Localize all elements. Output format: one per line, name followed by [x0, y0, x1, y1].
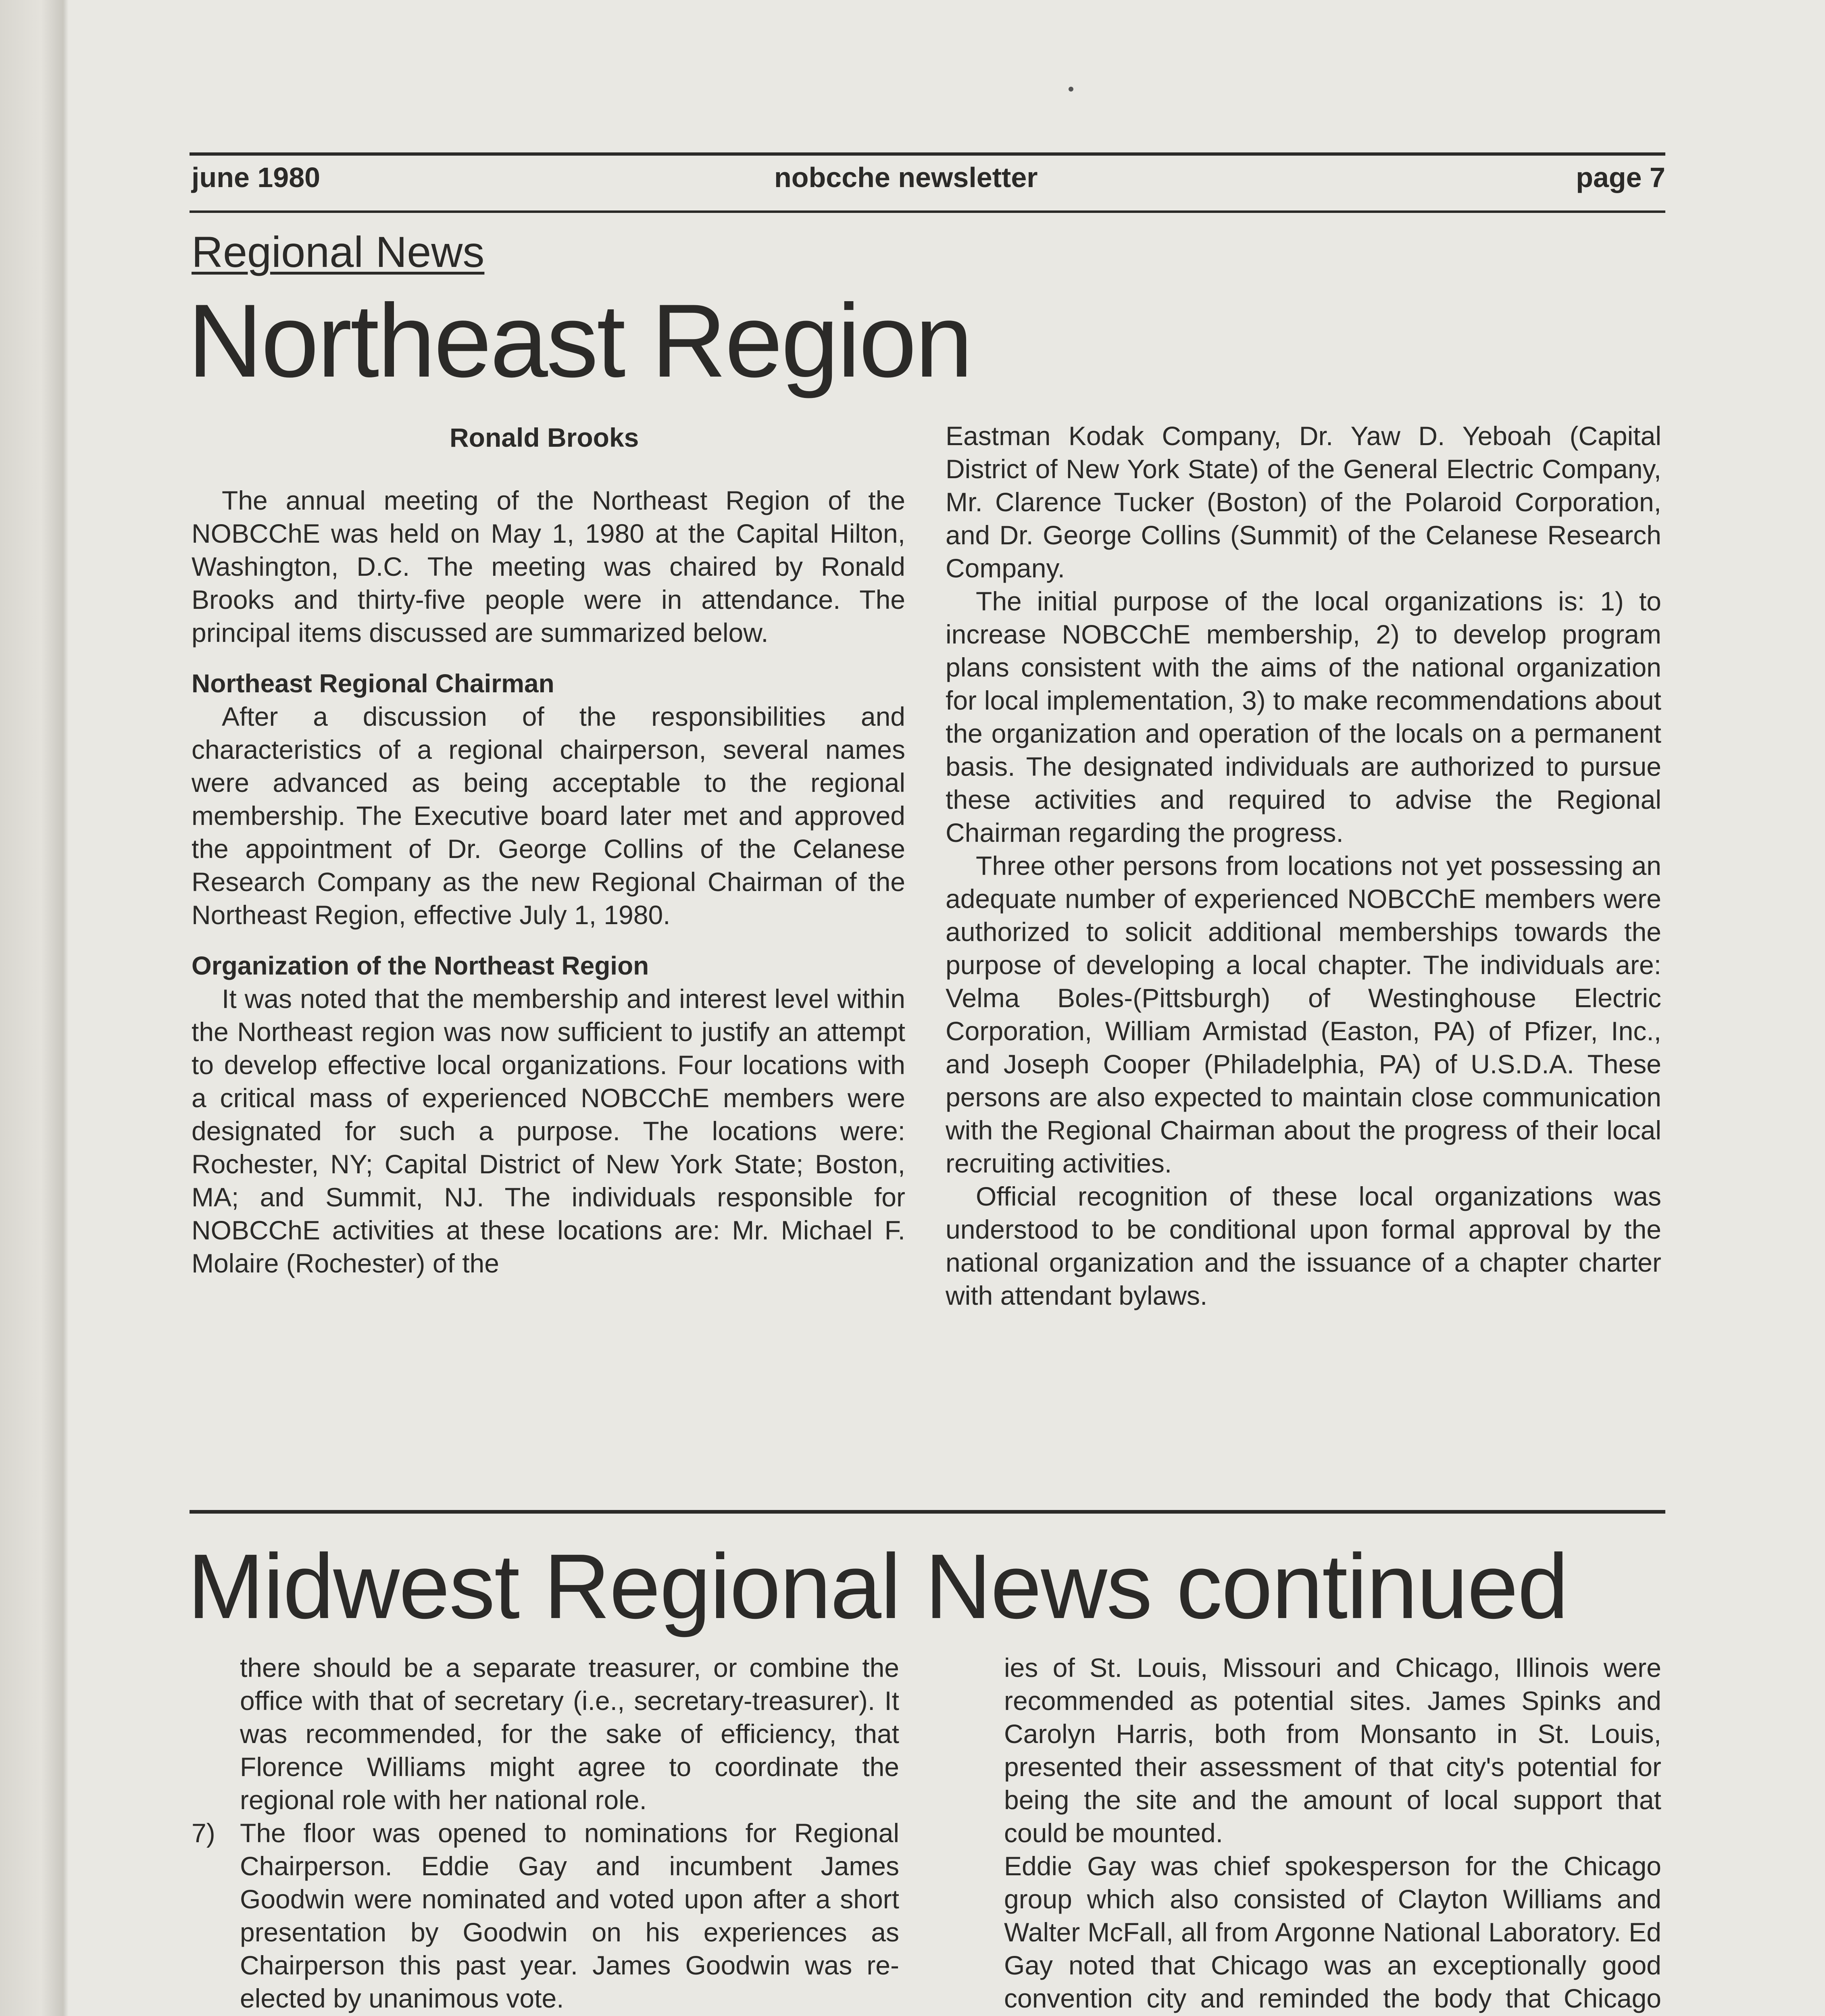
intro-paragraph: The annual meeting of the Northeast Region of the NOBCChE was held on May 1, 1980 at the Capital Hilton, Washington, D.C. The meeting was chaired by Ronald Brooks and thirty-five people were in attendance. The principal items discussed are summarized below. — [192, 485, 905, 648]
northeast-left-column — [192, 484, 905, 1280]
header-publication: nobcche newsletter — [774, 162, 1038, 193]
byline: Ronald Brooks — [450, 423, 639, 452]
official-recognition-paragraph: Official recognition of these local organizations was understood to be conditional upon formal approval by the national organization and the issuance of a chapter charter with attendant bylaws. — [946, 1181, 1661, 1310]
header-top-rule — [190, 152, 1665, 156]
organization-paragraph: It was noted that the membership and interest level within the Northeast region was now sufficient to justify an attempt to develop effective local organizations. Four locations with a critical mass of experienced NOBCChE members were designated for such a purpose. The locations were: Rochester, NY; Capital District of New York State; Boston, MA; and Summit, NJ. The individuals responsible for NOBCChE activities at these locations are: Mr. Michael F. Molaire (Rochester) of the — [192, 984, 905, 1278]
list-item-text: The floor was opened to nominations for Regional Chairperson. Eddie Gay and incumbent James Goodwin were nominated and voted upon after a short presentation by Goodwin on his experiences as Chairperson this past year. James Goodwin was re-elected by unanimous vote. — [240, 1818, 899, 2013]
midwest-headline: Midwest Regional News continued — [188, 1535, 1568, 1638]
header-bottom-rule — [190, 210, 1665, 213]
header-page-number: page 7 — [1576, 162, 1665, 193]
midwest-left-column — [192, 1651, 899, 2016]
header-date: june 1980 — [192, 162, 321, 193]
other-persons-paragraph: Three other persons from locations not yet possessing an adequate number of experienced NOBCChE members were authorized to solicit additional memberships towards the purpose of developing a local chapter. The individuals are: Velma Boles-(Pittsburgh) of Westinghouse Electric Corporation, William Armistad (Easton, PA) of Pfizer, Inc., and Joseph Cooper (Philadelphia, PA) of U.S.D.A. These persons are also expected to maintain close communication with the Regional Chairman about the progress of their local recruiting activities. — [946, 851, 1661, 1178]
initial-purpose-paragraph: The initial purpose of the local organizations is: 1) to increase NOBCChE membership, 2) to develop program plans consistent with the aims of the national organization for local implementation, 3) to make recommendations about the organization and operation of the locals on a permanent basis. The designated individuals are authorized to pursue these activities and required to advise the Regional Chairman regarding the progress. — [946, 586, 1661, 848]
list-item — [192, 1816, 899, 2015]
item6-text: there should be a separate treasurer, or combine the office with that of secretary (i.e., secretary-treasurer). It was recommended, for the sake of efficiency, that Florence Williams might agree to coordinate the regional role with her national role. — [240, 1653, 899, 1815]
northeast-headline: Northeast Region — [188, 282, 971, 399]
organization-paragraph-continued: Eastman Kodak Company, Dr. Yaw D. Yeboah (Capital District of New York State) of the General Electric Company, Mr. Clarence Tucker (Boston) of the Polaroid Corporation, and Dr. George Collins (Summit) of the Celanese Research Company. — [946, 421, 1661, 583]
midwest-right-column — [1004, 1651, 1661, 2016]
section-kicker: Regional News — [192, 227, 485, 276]
subheading-organization: Organization of the Northeast Region — [192, 951, 649, 980]
northeast-right-column — [946, 419, 1661, 1312]
page-speck — [1069, 87, 1073, 92]
list-item-number: 7) — [192, 1818, 215, 1848]
site-cities-paragraph: ies of St. Louis, Missouri and Chicago, Illinois were recommended as potential sites. James Spinks and Carolyn Harris, both from Monsanto in St. Louis, presented their assessment of that city's potential for being the site and the amount of local support that could be mounted. — [1004, 1653, 1661, 1848]
chicago-group-paragraph: Eddie Gay was chief spokesperson for the Chicago group which also consisted of Clayton Williams and Walter McFall, all from Argonne National Laboratory. Ed Gay noted that Chicago was an exceptionally good convention city and reminded the body that Chicago — [1004, 1851, 1661, 2013]
section-divider-rule — [190, 1510, 1665, 1514]
chairman-paragraph: After a discussion of the responsibilities and characteristics of a regional chairperson, several names were advanced as being acceptable to the regional membership. The Executive board later met and approved the appointment of Dr. George Collins of the Celanese Research Company as the new Regional Chairman of the Northeast Region, effective July 1, 1980. — [192, 702, 905, 930]
subheading-regional-chairman: Northeast Regional Chairman — [192, 669, 554, 698]
list-item-6-continued — [192, 1651, 899, 1816]
